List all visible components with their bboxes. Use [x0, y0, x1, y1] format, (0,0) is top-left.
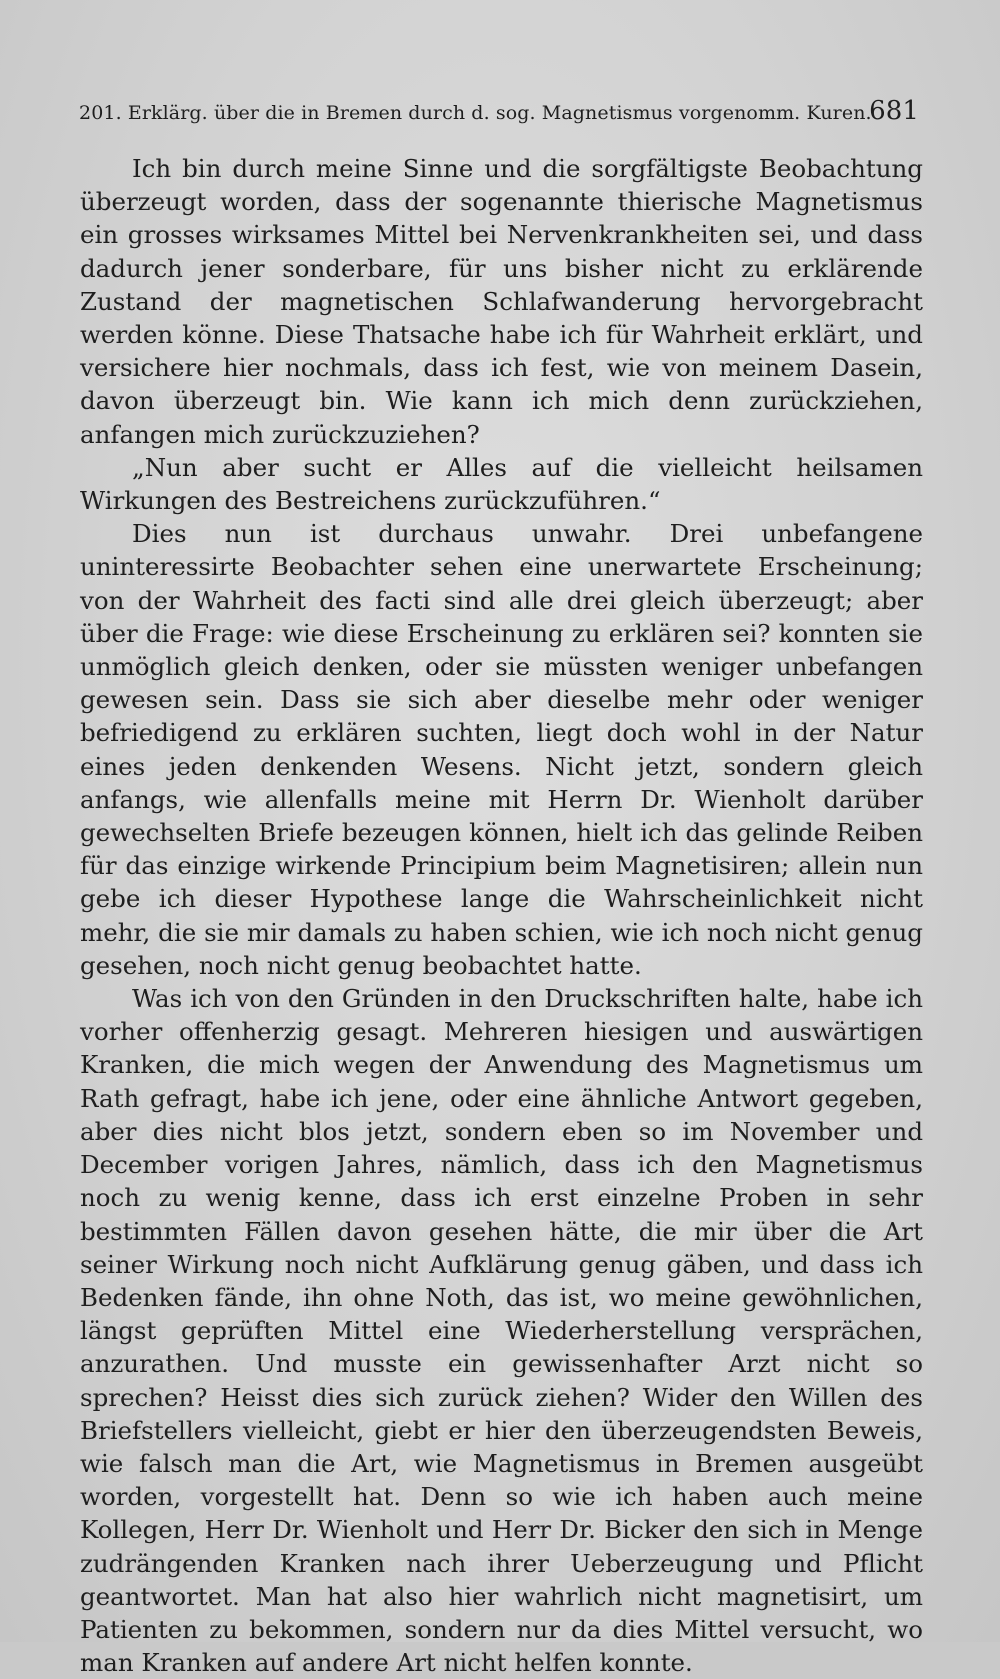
paragraph-2-quote: „Nun aber sucht er Alles auf die vielleicht heilsamen Wirkungen des Bestreichens zurückzuführen.“ [80, 452, 923, 516]
paragraph-1: Ich bin durch meine Sinne und die sorgfältigste Beobachtung überzeugt worden, dass der sogenannte thierische Magnetismus ein grosses wirksames Mittel bei Nervenkrankheiten sei, und dass dadurch jener sonderbare, für uns bisher nicht zu erklärende Zustand der magnetischen Schlafwanderung hervorgebracht werden könne. Diese Thatsache habe ich für Wahrheit erklärt, und versichere hier nochmals, dass ich fest, wie von meinem Dasein, davon überzeugt bin. Wie kann ich mich denn zurückziehen, anfangen mich zurückzuziehen? [80, 154, 923, 449]
paragraph-4: Was ich von den Gründen in den Druckschriften halte, habe ich vorher offenherzig gesagt. Mehreren hiesigen und auswärtigen Kranken, die mich wegen der Anwendung des Magnetismus um Rath gefragt, habe ich jene, oder eine ähnliche Antwort gegeben, aber dies nicht blos jetzt, sondern eben so im November und December vorigen Jahres, nämlich, dass ich den Magnetismus noch zu wenig kenne, dass ich erst einzelne Proben in sehr bestimmten Fällen davon gesehen hätte, die mir über die Art seiner Wirkung noch nicht Aufklärung genug gäben, und dass ich Bedenken fände, ihn ohne Noth, das ist, wo meine gewöhnlichen, längst geprüften Mittel eine Wiederherstellung versprächen, anzurathen. Und musste ein gewissenhafter Arzt nicht so sprechen? Heisst dies sich zurück ziehen? Wider den Willen des Briefstellers vielleicht, giebt er hier den überzeugendsten Beweis, wie falsch man die Art, wie Magnetismus in Bremen ausgeübt worden, vorgestellt hat. Denn so wie ich haben auch meine Kollegen, Herr Dr. Wienholt und Herr Dr. Bicker den sich in Menge zudrängenden Kranken nach ihrer Ueberzeugung und Pflicht geantwortet. Man hat also hier wahrlich nicht magnetisirt, um Patienten zu bekommen, sondern nur da dies Mittel versucht, wo man Kranken auf andere Art nicht helfen konnte. [80, 984, 923, 1678]
paragraph-3: Dies nun ist durchaus unwahr. Drei unbefangene uninteressirte Beobachter sehen eine unerwartete Erscheinung; von der Wahrheit des facti sind alle drei gleich überzeugt; aber über die Frage: wie diese Erscheinung zu erklären sei? konnten sie unmöglich gleich denken, oder sie müssten weniger unbefangen gewesen sein. Dass sie sich aber dieselbe mehr oder weniger befriedigend zu erklären suchten, liegt doch wohl in der Natur eines jeden denkenden Wesens. Nicht jetzt, sondern gleich anfangs, wie allenfalls meine mit Herrn Dr. Wienholt darüber gewechselten Briefe bezeugen können, hielt ich das gelinde Reiben für das einzige wirkende Principium beim Magnetisiren; allein nun gebe ich dieser Hypothese lange die Wahrscheinlichkeit nicht mehr, die sie mir damals zu haben schien, wie ich noch nicht genug gesehen, noch nicht genug beobachtet hatte. [80, 519, 923, 980]
body-text [80, 152, 923, 1679]
page-header [79, 96, 919, 132]
running-head: 201. Erklärg. über die in Bremen durch d. sog. Magnetismus vorgenomm. Kuren. [79, 102, 872, 124]
page-number: 681 [869, 96, 919, 126]
